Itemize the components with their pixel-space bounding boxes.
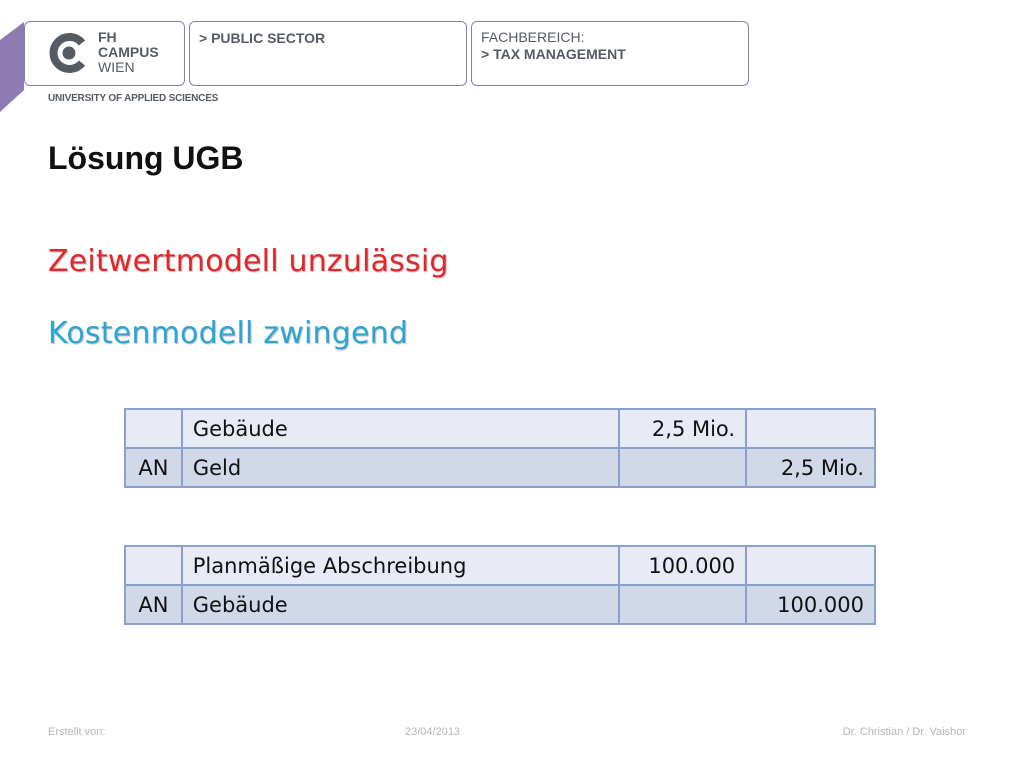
table-row [125, 585, 875, 624]
account-cell: Planmäßige Abschreibung [182, 546, 620, 585]
credit-cell [746, 409, 875, 448]
fachbereich-box [471, 21, 749, 86]
corner-accent-stripe [0, 0, 26, 112]
credit-cell: 2,5 Mio. [746, 448, 875, 487]
booking-prefix-cell [125, 409, 182, 448]
table-row [125, 409, 875, 448]
booking-table-depreciation [124, 545, 876, 625]
statement-cost-model: Kostenmodell zwingend [48, 316, 409, 351]
statement-fair-value-model: Zeitwertmodell unzulässig [48, 244, 449, 279]
university-of-applied-sciences: UNIVERSITY OF APPLIED SCIENCES [48, 93, 219, 104]
tax-management-label: > TAX MANAGEMENT [481, 46, 626, 62]
debit-cell [619, 448, 746, 487]
debit-cell: 100.000 [619, 546, 746, 585]
account-cell: Gebäude [182, 585, 620, 624]
footer-created-by: Erstellt von: [48, 726, 106, 738]
table-row [125, 546, 875, 585]
fh-campus-wien-logo [24, 21, 185, 86]
public-sector-label: > PUBLIC SECTOR [199, 30, 326, 46]
footer-authors: Dr. Christian / Dr. Vaishor [842, 726, 966, 738]
public-sector-box [189, 21, 467, 86]
booking-prefix-cell: AN [125, 585, 182, 624]
account-cell: Gebäude [182, 409, 619, 448]
logo-text-campus: CAMPUS [98, 44, 159, 60]
credit-cell: 100.000 [746, 585, 875, 624]
debit-cell: 2,5 Mio. [619, 409, 746, 448]
booking-table-acquisition [124, 408, 876, 488]
credit-cell [746, 546, 875, 585]
logo-text-fh: FH [98, 29, 117, 45]
footer-date: 23/04/2013 [405, 726, 461, 738]
logo-text-wien: WIEN [98, 59, 135, 75]
table-row [125, 448, 875, 487]
account-cell: Geld [182, 448, 619, 487]
booking-prefix-cell: AN [125, 448, 182, 487]
debit-cell [619, 585, 746, 624]
slide-title: Lösung UGB [48, 140, 244, 176]
booking-prefix-cell [125, 546, 182, 585]
fachbereich-label: FACHBEREICH: [481, 29, 585, 45]
fh-campus-logo-icon [47, 31, 91, 75]
